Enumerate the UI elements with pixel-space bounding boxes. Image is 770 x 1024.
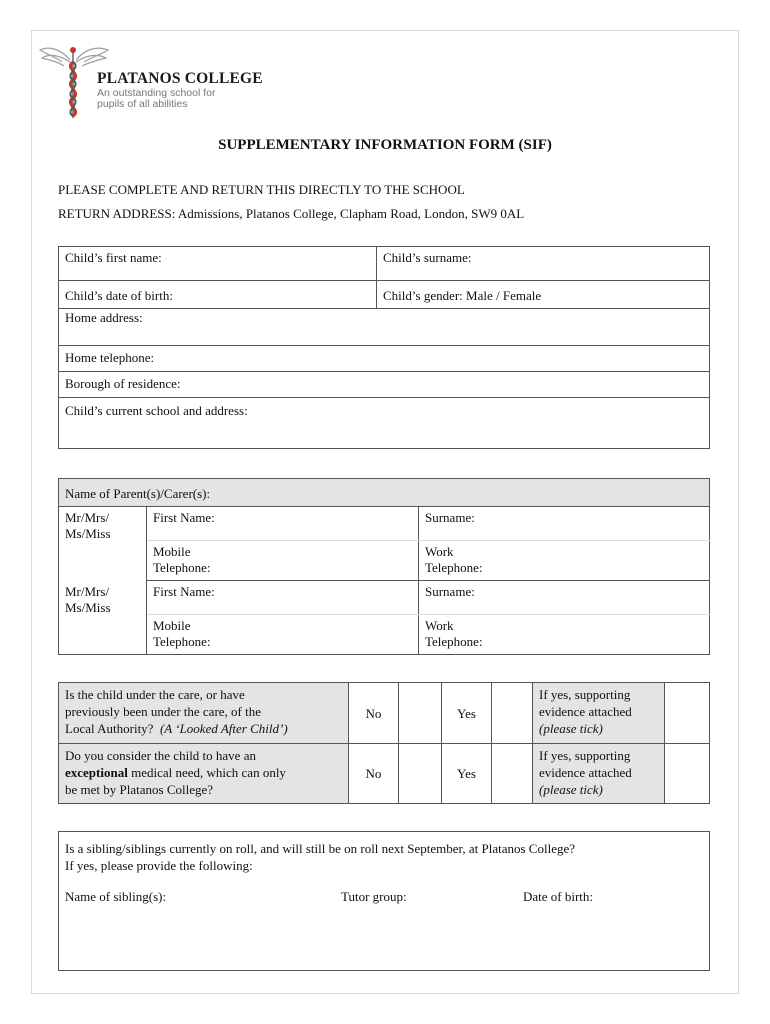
parent2-first-name-field[interactable] xyxy=(147,581,419,615)
q1-evidence-checkbox[interactable] xyxy=(665,683,710,744)
q1-yes-label: Yes xyxy=(442,683,492,744)
parent2-surname-field[interactable] xyxy=(419,581,710,615)
q2-evidence-line-3: (please tick) xyxy=(539,782,603,797)
parent1-surname-field[interactable] xyxy=(419,507,710,541)
parent2-title xyxy=(59,581,147,655)
parent2-mobile-field[interactable] xyxy=(147,615,419,655)
q2-yes-label: Yes xyxy=(442,744,492,804)
sibling-question-line-2: If yes, please provide the following: xyxy=(65,858,253,873)
parent1-surname-label: Surname: xyxy=(425,510,475,525)
child-gender-label: Child’s gender: Male / Female xyxy=(383,288,542,303)
q1-line-1: Is the child under the care, or have xyxy=(65,687,245,702)
parent1-title xyxy=(59,507,147,581)
parent2-surname-label: Surname: xyxy=(425,584,475,599)
q1-line-2: previously been under the care, of the xyxy=(65,704,262,719)
parent1-work-line-1: Work xyxy=(425,544,454,559)
borough-label: Borough of residence: xyxy=(65,376,181,391)
q1-evidence-line-2: evidence attached xyxy=(539,704,632,719)
sibling-name-label: Name of sibling(s): xyxy=(65,889,167,904)
child-details-table xyxy=(58,246,710,449)
q2-no-label: No xyxy=(349,744,399,804)
q2-evidence-checkbox[interactable] xyxy=(665,744,710,804)
q1-evidence-label xyxy=(533,683,665,744)
q2-no-checkbox[interactable] xyxy=(399,744,442,804)
child-first-name-label: Child’s first name: xyxy=(65,250,162,265)
child-surname-field[interactable] xyxy=(377,247,710,281)
current-school-field[interactable] xyxy=(59,398,710,449)
sibling-tutor-label: Tutor group: xyxy=(341,889,407,904)
parent2-work-line-1: Work xyxy=(425,618,454,633)
q1-line-3: Local Authority? xyxy=(65,721,154,736)
parent2-work-line-2: Telephone: xyxy=(425,634,483,649)
parent1-first-name-label: First Name: xyxy=(153,510,215,525)
home-telephone-label: Home telephone: xyxy=(65,350,155,365)
parent2-mobile-line-2: Telephone: xyxy=(153,634,211,649)
q1-evidence-line-3: (please tick) xyxy=(539,721,603,736)
home-address-field[interactable] xyxy=(59,309,710,346)
current-school-label: Child’s current school and address: xyxy=(65,403,248,418)
q2-line-2: medical need, which can only xyxy=(127,765,286,780)
parent1-mobile-field[interactable] xyxy=(147,541,419,581)
q1-looked-after-note: (A ‘Looked After Child’) xyxy=(159,721,288,736)
child-surname-label: Child’s surname: xyxy=(383,250,472,265)
questions-table xyxy=(58,682,710,804)
q2-exceptional: exceptional xyxy=(65,765,128,780)
q2-yes-checkbox[interactable] xyxy=(492,744,533,804)
q1-no-label: No xyxy=(349,683,399,744)
parent1-work-field[interactable] xyxy=(419,541,710,581)
instruction-line-1: PLEASE COMPLETE AND RETURN THIS DIRECTLY TO THE SCHOOL xyxy=(58,182,465,197)
parent2-work-field[interactable] xyxy=(419,615,710,655)
parent2-title-line-1: Mr/Mrs/ xyxy=(65,583,110,599)
sibling-question-line-1: Is a sibling/siblings currently on roll, and will still be on roll next September, at Platanos College? xyxy=(65,841,576,856)
q2-evidence-line-1: If yes, supporting xyxy=(539,748,631,763)
parent1-work-line-2: Telephone: xyxy=(425,560,483,575)
q1-no-checkbox[interactable] xyxy=(399,683,442,744)
parent1-mobile-line-1: Mobile xyxy=(153,544,191,559)
child-dob-label: Child’s date of birth: xyxy=(65,288,173,303)
school-name: PLATANOS COLLEGE xyxy=(97,70,263,87)
school-tagline xyxy=(97,88,216,110)
q2-evidence-line-2: evidence attached xyxy=(539,765,632,780)
q2-line-1: Do you consider the child to have an xyxy=(65,748,256,763)
parents-header: Name of Parent(s)/Carer(s): xyxy=(59,479,710,507)
parents-table xyxy=(58,478,710,655)
borough-field[interactable] xyxy=(59,372,710,398)
parent2-title-line-2: Ms/Miss xyxy=(65,599,111,615)
q2-line-3: be met by Platanos College? xyxy=(65,782,214,797)
tagline-line-1: An outstanding school for xyxy=(97,87,216,99)
child-dob-field[interactable] xyxy=(59,281,377,309)
form-title: SUPPLEMENTARY INFORMATION FORM (SIF) xyxy=(218,137,552,153)
return-address: RETURN ADDRESS: Admissions, Platanos College, Clapham Road, London, SW9 0AL xyxy=(58,206,525,221)
q1-evidence-line-1: If yes, supporting xyxy=(539,687,631,702)
question-medical-need xyxy=(59,744,349,804)
q1-yes-checkbox[interactable] xyxy=(492,683,533,744)
child-gender-field[interactable] xyxy=(377,281,710,309)
child-first-name-field[interactable] xyxy=(59,247,377,281)
parent1-title-line-1: Mr/Mrs/ xyxy=(65,510,110,525)
parent1-first-name-field[interactable] xyxy=(147,507,419,541)
home-telephone-field[interactable] xyxy=(59,346,710,372)
question-looked-after-child xyxy=(59,683,349,744)
sibling-dob-label: Date of birth: xyxy=(523,889,594,904)
parent2-first-name-label: First Name: xyxy=(153,584,215,599)
home-address-label: Home address: xyxy=(65,310,143,325)
parent2-mobile-line-1: Mobile xyxy=(153,618,191,633)
sibling-section[interactable] xyxy=(58,831,710,971)
parent1-mobile-line-2: Telephone: xyxy=(153,560,211,575)
parent1-title-line-2: Ms/Miss xyxy=(65,526,111,541)
tagline-line-2: pupils of all abilities xyxy=(97,98,188,110)
q2-evidence-label xyxy=(533,744,665,804)
